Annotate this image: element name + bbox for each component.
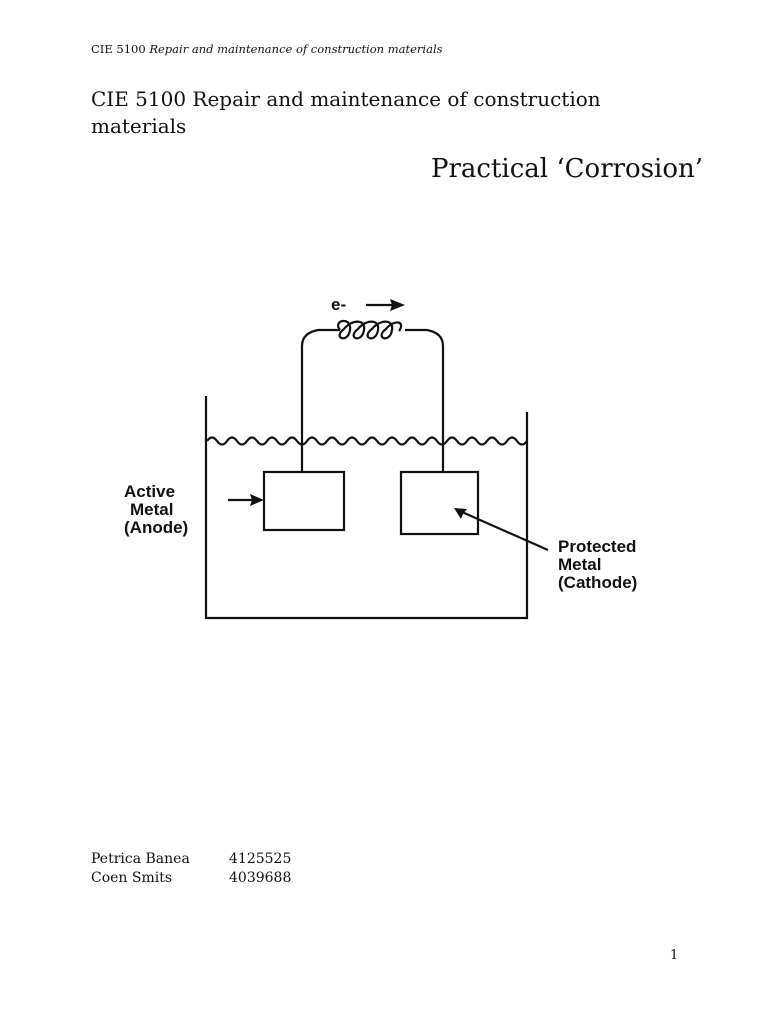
anode-label-line-3: (Anode) [124, 518, 189, 537]
author-name: Coen Smits [91, 870, 173, 886]
author-student-id: 4125525 [229, 851, 292, 867]
page-number: 1 [670, 948, 679, 963]
document-title: CIE 5100 Repair and maintenance of construction materials [91, 87, 601, 138]
author-row [91, 851, 291, 870]
author-name: Petrica Banea [91, 851, 190, 867]
anode-label-line-2: Metal [130, 500, 174, 519]
cathode-label-line-2: Metal [558, 555, 602, 574]
running-header-code: CIE 5100 [91, 42, 146, 56]
wire-right [405, 330, 443, 472]
anode-plate [264, 472, 344, 530]
cathode-arrow-line [462, 512, 548, 550]
anode-label-line-1: Active [124, 482, 176, 501]
running-header-course-name: Repair and maintenance of construction materials [149, 42, 443, 56]
coil [338, 321, 401, 338]
author-student-id: 4039688 [229, 870, 292, 886]
document-subtitle: Practical ‘Corrosion’ [431, 154, 704, 184]
anode-arrowhead [250, 494, 264, 506]
author-list [91, 851, 291, 889]
water-surface [207, 438, 527, 445]
wire-left [302, 330, 340, 472]
cathode-label-line-1: Protected [558, 537, 637, 556]
electron-arrowhead [390, 299, 405, 311]
cathode-plate [401, 472, 478, 534]
electron-label: e- [331, 295, 347, 314]
cathode-label-line-3: (Cathode) [558, 573, 638, 592]
author-row [91, 870, 291, 889]
